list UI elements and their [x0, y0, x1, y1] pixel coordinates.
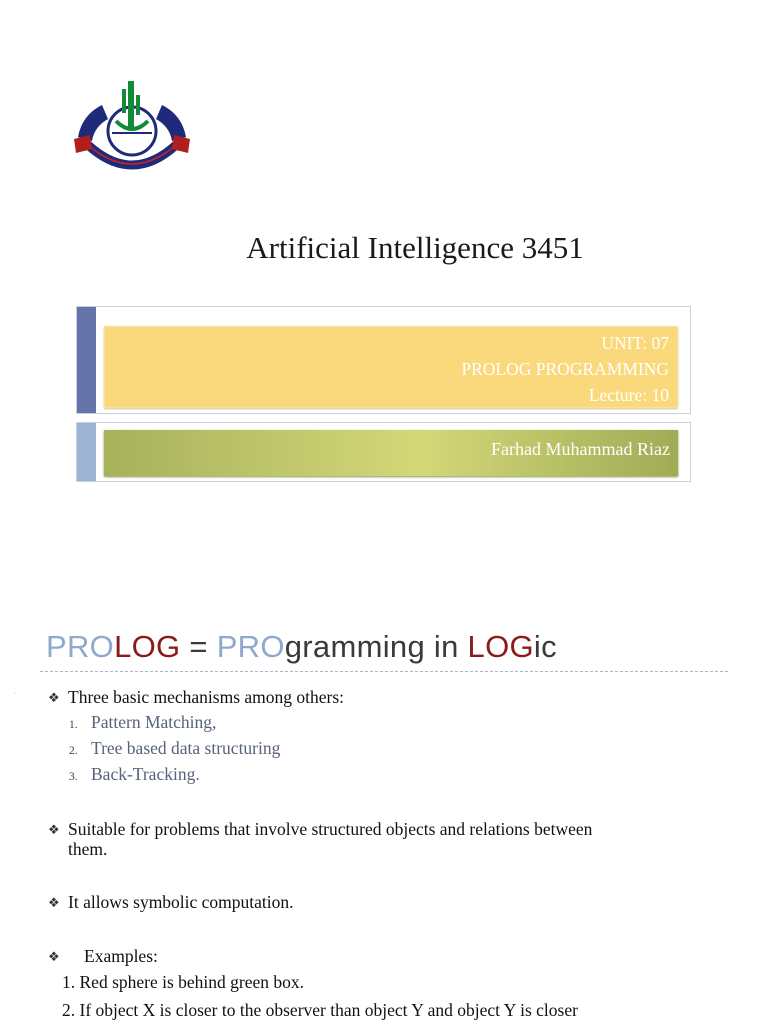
slide-heading — [46, 629, 557, 665]
item-text: Tree based data structuring — [91, 738, 281, 758]
item-number: 2. — [69, 745, 78, 757]
heading-part: LOG — [467, 629, 534, 664]
bullet-text: It allows symbolic computation. — [68, 892, 294, 912]
diamond-bullet-icon: ❖ — [48, 949, 60, 964]
diamond-bullet-icon: ❖ — [48, 690, 60, 705]
item-number: 3. — [69, 771, 78, 783]
bullet-text: Examples: — [84, 946, 158, 966]
unit-box — [76, 306, 691, 414]
item-number: 1. — [69, 719, 78, 731]
heading-part: = — [180, 629, 217, 664]
bullet-item — [48, 946, 158, 967]
author-box-accent-bar — [77, 423, 96, 481]
bullet-text: Three basic mechanisms among others: — [68, 687, 345, 707]
unit-box-accent-bar — [77, 307, 96, 413]
topic-label: PROLOG PROGRAMMING — [461, 359, 669, 379]
heading-divider — [40, 671, 728, 672]
item-text: Pattern Matching, — [91, 712, 217, 732]
lecture-label: Lecture: 10 — [588, 385, 669, 405]
numbered-item — [69, 712, 216, 733]
bullet-item — [48, 892, 294, 913]
stray-mark: · — [14, 691, 16, 697]
heading-part: ic — [533, 629, 557, 664]
bullet-item — [48, 819, 592, 840]
content-slide — [0, 580, 768, 1024]
numbered-item — [69, 764, 200, 785]
numbered-item — [69, 738, 280, 759]
item-text: Back-Tracking. — [91, 764, 200, 784]
example-line: 2. If object X is closer to the observer than object Y and object Y is closer — [62, 1000, 578, 1020]
heading-part: gramming in — [284, 629, 468, 664]
bullet-item — [48, 687, 344, 708]
unit-box-panel — [104, 326, 678, 408]
bullet-continuation: them. — [68, 839, 108, 859]
university-logo — [68, 75, 196, 187]
heading-part: LOG — [114, 629, 181, 664]
heading-part: PRO — [216, 629, 285, 664]
author-name: Farhad Muhammad Riaz — [491, 439, 670, 459]
example-line: 1. Red sphere is behind green box. — [62, 972, 305, 992]
bullet-text: Suitable for problems that involve structured objects and relations between — [68, 819, 593, 839]
presentation-title: Artificial Intelligence 3451 — [246, 230, 584, 265]
unit-label: UNIT: 07 — [601, 333, 669, 353]
author-box — [76, 422, 691, 482]
heading-part: PRO — [46, 629, 115, 664]
author-box-panel — [104, 430, 678, 476]
diamond-bullet-icon: ❖ — [48, 822, 60, 837]
diamond-bullet-icon: ❖ — [48, 895, 60, 910]
